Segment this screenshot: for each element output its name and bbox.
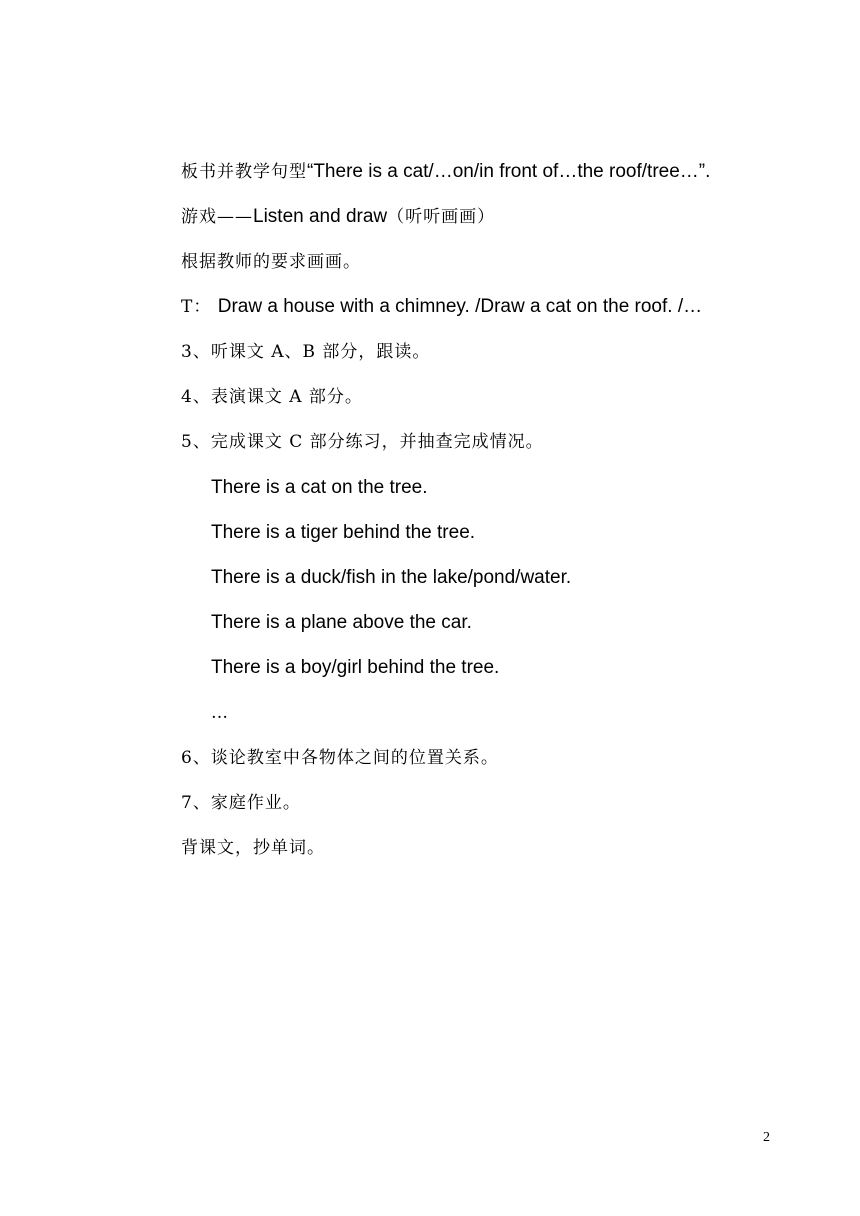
instruction-line-draw: [181, 250, 361, 274]
homework-detail: [181, 836, 325, 860]
step-5: [181, 430, 544, 454]
line-text-en: “There is a cat/…on/in front of…the roof/tree…”.: [307, 161, 711, 182]
instruction-line-teacher: [181, 295, 702, 319]
instruction-line-game: [181, 205, 495, 229]
line-text-en: There is a tiger behind the tree.: [211, 522, 476, 543]
step-3: [181, 340, 430, 364]
instruction-line-board-writing: [181, 160, 710, 184]
line-text-zh: …: [211, 703, 229, 723]
line-text-en: Draw a house with a chimney. /Draw a cat on the roof. /…: [217, 296, 703, 317]
line-text-zh: 3、听课文 A、B 部分，跟读。: [181, 342, 431, 362]
example-sentence: [211, 656, 499, 680]
step-6: [181, 746, 499, 770]
step-4: [181, 385, 363, 409]
example-sentence: [211, 476, 428, 500]
ellipsis-line: [211, 701, 229, 725]
line-text-zh: 板书并教学句型: [181, 162, 307, 182]
line-text-zh: 根据教师的要求画画。: [181, 252, 361, 272]
example-sentence: [211, 521, 475, 545]
line-text-en: There is a cat on the tree.: [211, 477, 428, 498]
line-text-en: Listen and draw: [253, 206, 388, 227]
example-sentence: [211, 566, 571, 590]
line-text-zh: 4、表演课文 A 部分。: [181, 387, 363, 407]
line-text-zh-suffix: （听听画画）: [387, 207, 496, 227]
example-sentence: [211, 611, 472, 635]
line-text-zh: 游戏——: [181, 207, 253, 227]
line-text-en: There is a duck/fish in the lake/pond/water.: [211, 567, 572, 588]
line-text-zh: 背课文，抄单词。: [181, 838, 325, 858]
line-text-en: There is a boy/girl behind the tree.: [211, 657, 500, 678]
step-7: [181, 791, 301, 815]
line-text-zh: 5、完成课文 C 部分练习，并抽查完成情况。: [181, 432, 544, 452]
line-text-en: There is a plane above the car.: [211, 612, 472, 633]
page-number: 2: [763, 1130, 770, 1145]
line-text-zh: 7、家庭作业。: [181, 793, 301, 813]
line-text-zh: 6、谈论教室中各物体之间的位置关系。: [181, 748, 499, 768]
line-text-zh: T：: [181, 297, 218, 317]
